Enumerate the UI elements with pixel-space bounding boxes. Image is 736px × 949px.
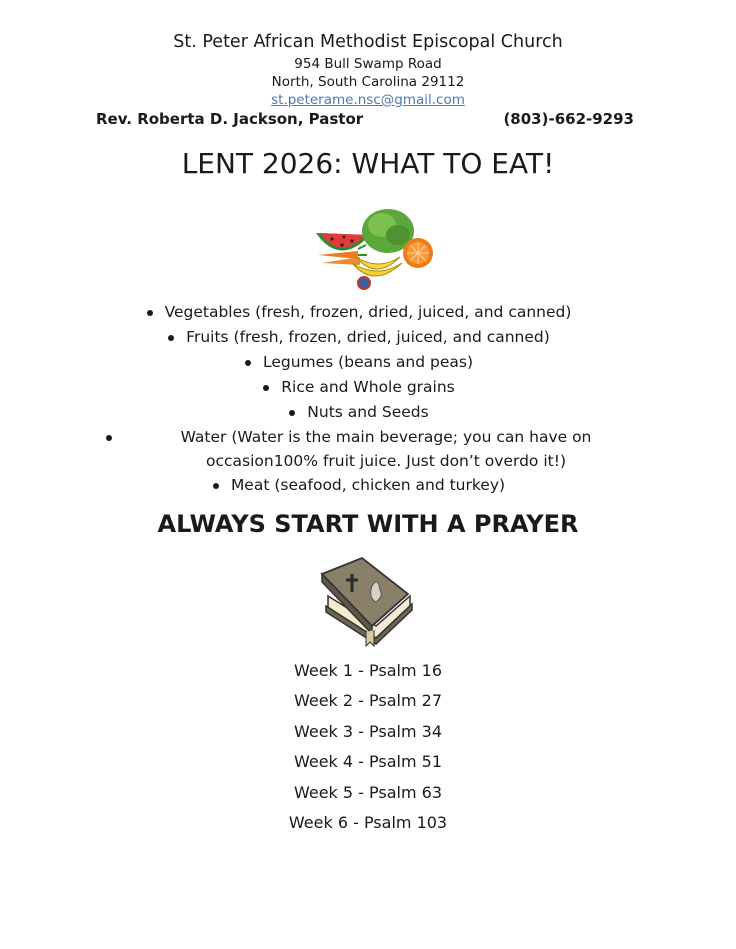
food-list xyxy=(0,300,736,498)
email-line xyxy=(0,92,736,108)
pastor-row xyxy=(96,110,634,130)
bullet-icon xyxy=(106,435,112,441)
list-item: Week 3 - Psalm 34 xyxy=(293,721,443,741)
church-name: St. Peter African Methodist Episcopal Church xyxy=(173,32,563,52)
bible-icon xyxy=(316,556,416,648)
prayer-heading: ALWAYS START WITH A PRAYER xyxy=(157,510,579,538)
list-item: Week 4 - Psalm 51 xyxy=(293,752,443,772)
list-item: Meat (seafood, chicken and turkey) xyxy=(0,473,736,498)
list-item: Vegetables (fresh, frozen, dried, juiced, and canned) xyxy=(0,300,736,325)
list-item: Nuts and Seeds xyxy=(0,400,736,425)
address-city: North, South Carolina 29112 xyxy=(271,74,465,90)
list-item: Fruits (fresh, frozen, dried, juiced, and canned) xyxy=(0,325,736,350)
page-title: LENT 2026: WHAT TO EAT! xyxy=(181,147,555,180)
list-item: Week 6 - Psalm 103 xyxy=(288,812,448,832)
pastor-name: Rev. Roberta D. Jackson, Pastor xyxy=(96,110,364,128)
list-item: Legumes (beans and peas) xyxy=(0,350,736,375)
list-item: Rice and Whole grains xyxy=(0,375,736,400)
list-item: Week 2 - Psalm 27 xyxy=(293,691,443,711)
address-street: 954 Bull Swamp Road xyxy=(294,56,442,72)
list-item: Week 1 - Psalm 16 xyxy=(293,661,443,680)
list-item: Week 5 - Psalm 63 xyxy=(293,782,443,802)
fruits-vegetables-icon xyxy=(312,205,436,291)
list-item: Water (Water is the main beverage; you can have on occasion100% fruit juice. Just don’t overdo it!) xyxy=(0,425,736,473)
phone-number: (803)-662-9293 xyxy=(503,110,634,128)
psalm-schedule xyxy=(0,658,736,840)
email-link[interactable]: st.peterame.nsc@gmail.com xyxy=(271,92,465,108)
